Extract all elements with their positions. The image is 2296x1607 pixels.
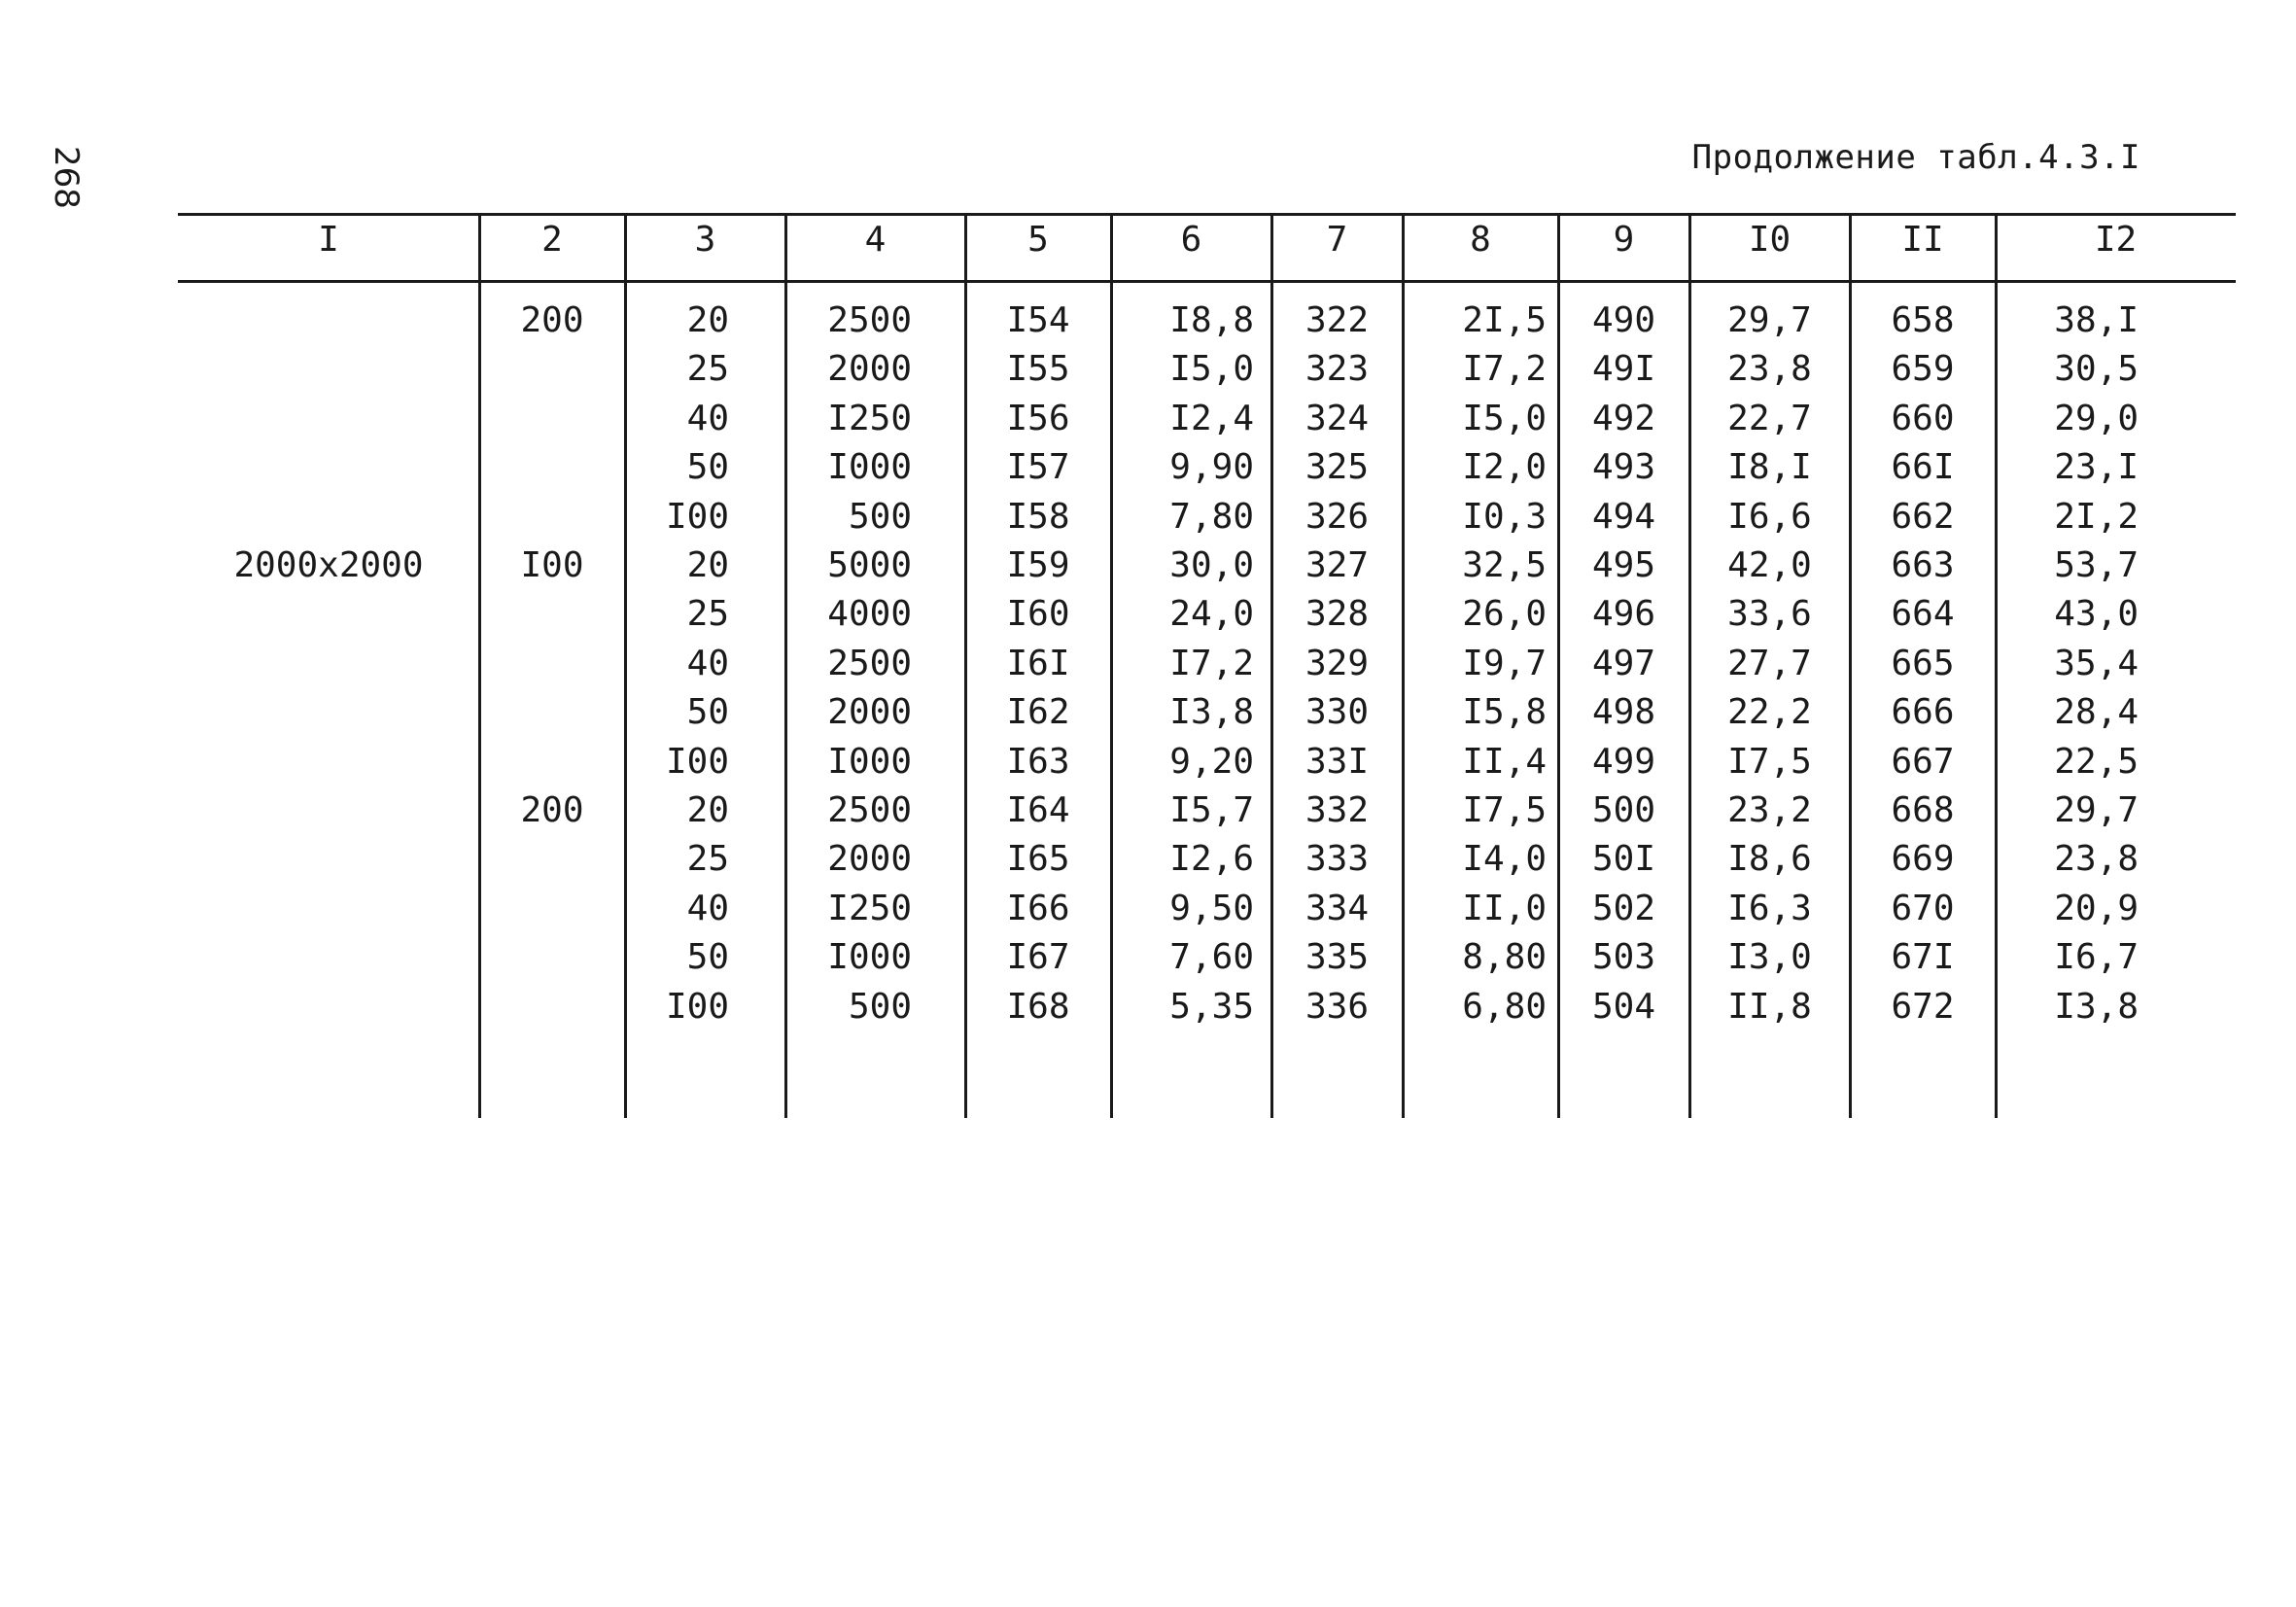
table-cell: 23,I — [2054, 447, 2139, 488]
table-cell: I66 — [1006, 888, 1070, 928]
table-cell: 325 — [1305, 447, 1370, 488]
table-cell: I6,6 — [1727, 496, 1812, 537]
table-cell: I57 — [1006, 447, 1070, 488]
table-cell: I00 — [665, 741, 729, 782]
table-cell: I2,4 — [1169, 398, 1254, 438]
table-cell: 35,4 — [2054, 643, 2139, 683]
table-cell: 500 — [1591, 790, 1656, 830]
table-cell: I8,I — [1727, 447, 1812, 488]
table-cell: 495 — [1591, 545, 1656, 585]
table-cell: 497 — [1591, 643, 1656, 683]
table-cell: I5,0 — [1462, 398, 1547, 438]
table-cell: 29,0 — [2054, 398, 2139, 438]
table-cell: I65 — [1006, 839, 1070, 880]
table-cell: 43,0 — [2054, 594, 2139, 635]
table-cell: 498 — [1591, 692, 1656, 733]
table-cell: 42,0 — [1727, 545, 1812, 585]
table-cell: 30,5 — [2054, 349, 2139, 390]
table-cell: I60 — [1006, 594, 1070, 635]
table-cell: 23,8 — [1727, 349, 1812, 390]
table-cell: I55 — [1006, 349, 1070, 390]
table-cell: 26,0 — [1462, 594, 1547, 635]
column-header: 9 — [1613, 220, 1635, 260]
column-header: 2 — [541, 220, 563, 260]
table-cell: 5,35 — [1169, 986, 1254, 1027]
table-cell: 667 — [1891, 741, 1955, 782]
table-cell: 53,7 — [2054, 545, 2139, 585]
table-cell: 499 — [1591, 741, 1656, 782]
table-cell: 40 — [686, 398, 729, 438]
table-cell: 29,7 — [1727, 300, 1812, 340]
table-cell: 25 — [686, 594, 729, 635]
table-cell: 6,80 — [1462, 986, 1547, 1027]
table-cell: 664 — [1891, 594, 1955, 635]
table-cell: I6I — [1006, 643, 1070, 683]
table-cell: I5,8 — [1462, 692, 1547, 733]
table-cell: 2I,2 — [2054, 496, 2139, 537]
table-cell: 492 — [1591, 398, 1656, 438]
table-cell: 2500 — [827, 643, 912, 683]
table-cell: 7,60 — [1169, 937, 1254, 978]
table-cell: 22,5 — [2054, 741, 2139, 782]
table-cell: I6,3 — [1727, 888, 1812, 928]
table-cell: I7,2 — [1169, 643, 1254, 683]
table-cell: 22,2 — [1727, 692, 1812, 733]
table-cell: I4,0 — [1462, 839, 1547, 880]
table-cell: I58 — [1006, 496, 1070, 537]
table-cell: 328 — [1305, 594, 1370, 635]
table-cell: I3,8 — [1169, 692, 1254, 733]
table-cell: I250 — [827, 888, 912, 928]
table-cell: 336 — [1305, 986, 1370, 1027]
table-cell: 659 — [1891, 349, 1955, 390]
table-cell: 330 — [1305, 692, 1370, 733]
table-cell: I68 — [1006, 986, 1070, 1027]
table-cell: I6,7 — [2054, 937, 2139, 978]
table-cell: 32,5 — [1462, 545, 1547, 585]
table-cell: 9,50 — [1169, 888, 1254, 928]
table-cell: I56 — [1006, 398, 1070, 438]
table-cell: 50 — [686, 447, 729, 488]
table-cell: 29,7 — [2054, 790, 2139, 830]
table-cell: 333 — [1305, 839, 1370, 880]
table-cell: I3,0 — [1727, 937, 1812, 978]
table-cell: 7,80 — [1169, 496, 1254, 537]
table-cell: 33I — [1305, 741, 1370, 782]
table-cell: 30,0 — [1169, 545, 1254, 585]
table-cell: 200 — [520, 790, 584, 830]
table-cell: 50 — [686, 937, 729, 978]
table-cell: 502 — [1591, 888, 1656, 928]
column-header: II — [1901, 220, 1944, 260]
table-cell: 2500 — [827, 300, 912, 340]
page-number: 268 — [47, 146, 86, 209]
table-cell: II,8 — [1727, 986, 1812, 1027]
table-cell: I9,7 — [1462, 643, 1547, 683]
table-cell: 2000 — [827, 839, 912, 880]
table-cell: 38,I — [2054, 300, 2139, 340]
table-cell: 327 — [1305, 545, 1370, 585]
table-cell: 493 — [1591, 447, 1656, 488]
table-cell: I64 — [1006, 790, 1070, 830]
table-cell: I2,0 — [1462, 447, 1547, 488]
table-cell: I5,7 — [1169, 790, 1254, 830]
table-cell: 67I — [1891, 937, 1955, 978]
table-cell: I7,2 — [1462, 349, 1547, 390]
table-cell: 23,8 — [2054, 839, 2139, 880]
table-caption: Продолжение табл.4.3.I — [1691, 138, 2140, 177]
table-cell: 504 — [1591, 986, 1656, 1027]
table-cell: I000 — [827, 937, 912, 978]
table-cell: I62 — [1006, 692, 1070, 733]
table-cell: 24,0 — [1169, 594, 1254, 635]
table-cell: 20,9 — [2054, 888, 2139, 928]
table-cell: 22,7 — [1727, 398, 1812, 438]
table-cell: 668 — [1891, 790, 1955, 830]
table-cell: I250 — [827, 398, 912, 438]
table-cell: I7,5 — [1462, 790, 1547, 830]
table-cell: 28,4 — [2054, 692, 2139, 733]
table-cell: I2,6 — [1169, 839, 1254, 880]
table-cell: 672 — [1891, 986, 1955, 1027]
table-cell: 4000 — [827, 594, 912, 635]
table-cell: I00 — [665, 986, 729, 1027]
header-bottom-rule — [178, 280, 2236, 283]
table-cell: 50 — [686, 692, 729, 733]
table-cell: 500 — [848, 986, 912, 1027]
table-cell: I0,3 — [1462, 496, 1547, 537]
table-cell: 496 — [1591, 594, 1656, 635]
column-divider — [478, 213, 481, 1118]
table-cell: I5,0 — [1169, 349, 1254, 390]
table-cell: 8,80 — [1462, 937, 1547, 978]
table-cell: 200 — [520, 300, 584, 340]
column-header: 3 — [694, 220, 716, 260]
table-cell: 665 — [1891, 643, 1955, 683]
table-cell: 20 — [686, 790, 729, 830]
table-cell: 334 — [1305, 888, 1370, 928]
table-cell: 50I — [1591, 839, 1656, 880]
table-cell: I59 — [1006, 545, 1070, 585]
table-cell: 66I — [1891, 447, 1955, 488]
column-header: 5 — [1027, 220, 1049, 260]
table-cell: 9,90 — [1169, 447, 1254, 488]
table-cell: 500 — [848, 496, 912, 537]
column-header: I2 — [2094, 220, 2138, 260]
column-header: 8 — [1470, 220, 1491, 260]
table-cell: 49I — [1591, 349, 1656, 390]
table-cell: 666 — [1891, 692, 1955, 733]
table-cell: 329 — [1305, 643, 1370, 683]
table-cell: 503 — [1591, 937, 1656, 978]
table-cell: 322 — [1305, 300, 1370, 340]
table-cell: 2000 — [827, 692, 912, 733]
table-cell: 670 — [1891, 888, 1955, 928]
column-header: 4 — [864, 220, 887, 260]
table-cell: 2I,5 — [1462, 300, 1547, 340]
table-cell: 27,7 — [1727, 643, 1812, 683]
column-header: I0 — [1748, 220, 1792, 260]
column-header: 6 — [1180, 220, 1202, 260]
table-cell: 33,6 — [1727, 594, 1812, 635]
table-cell: II,4 — [1462, 741, 1547, 782]
table-cell: I63 — [1006, 741, 1070, 782]
table-cell: 324 — [1305, 398, 1370, 438]
table-cell: I000 — [827, 741, 912, 782]
table-cell: 5000 — [827, 545, 912, 585]
group-label: 2000x2000 — [233, 545, 424, 585]
table-cell: 658 — [1891, 300, 1955, 340]
table-cell: 490 — [1591, 300, 1656, 340]
table-cell: I7,5 — [1727, 741, 1812, 782]
table-cell: 9,20 — [1169, 741, 1254, 782]
table-cell: 494 — [1591, 496, 1656, 537]
table-cell: 662 — [1891, 496, 1955, 537]
table-cell: I8,8 — [1169, 300, 1254, 340]
table-cell: 663 — [1891, 545, 1955, 585]
table-cell: 2000 — [827, 349, 912, 390]
column-header: I — [318, 220, 339, 260]
table-cell: 40 — [686, 888, 729, 928]
table-cell: II,0 — [1462, 888, 1547, 928]
table-cell: I3,8 — [2054, 986, 2139, 1027]
table-cell: 335 — [1305, 937, 1370, 978]
table-cell: 20 — [686, 300, 729, 340]
column-header: 7 — [1326, 220, 1348, 260]
table-cell: 660 — [1891, 398, 1955, 438]
table-cell: I8,6 — [1727, 839, 1812, 880]
table-cell: 20 — [686, 545, 729, 585]
table-cell: I000 — [827, 447, 912, 488]
table-cell: 669 — [1891, 839, 1955, 880]
table-cell: 2500 — [827, 790, 912, 830]
table-cell: I00 — [520, 545, 584, 585]
table-cell: 323 — [1305, 349, 1370, 390]
table-cell: 25 — [686, 349, 729, 390]
table-cell: 326 — [1305, 496, 1370, 537]
table-cell: 40 — [686, 643, 729, 683]
table-cell: 25 — [686, 839, 729, 880]
table-cell: I00 — [665, 496, 729, 537]
table-cell: 23,2 — [1727, 790, 1812, 830]
table-cell: 332 — [1305, 790, 1370, 830]
table-cell: I67 — [1006, 937, 1070, 978]
table-cell: I54 — [1006, 300, 1070, 340]
